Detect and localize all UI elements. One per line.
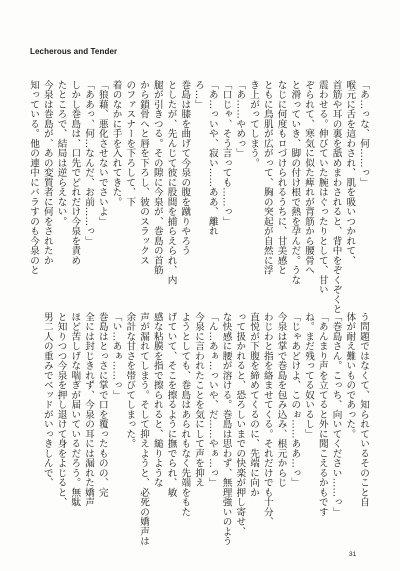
text-line: 知っている。他の連中にバラすのも今泉のと bbox=[28, 80, 39, 275]
text-line: ともに鳥肌が広がって、胸の突起が自然に浮 bbox=[261, 80, 273, 275]
text-line: って扱かれると、恐ろしいまでの快楽が押し寄せ、 bbox=[234, 312, 246, 537]
text-line: き上がってしまう。 bbox=[248, 80, 259, 168]
text-line: 「あ……やめっ」 bbox=[234, 80, 246, 158]
text-line: ぞられて、寒気に似た痺れが背筋から腰骨へ bbox=[303, 80, 314, 275]
text-line: 喉元に舌を這わされ、肌を吸いつかれて、 bbox=[344, 80, 356, 266]
text-line: 体が耐え難いものであった。 bbox=[344, 312, 356, 439]
text-line: 感な粘膜を指で擦られると、縋りような bbox=[151, 312, 163, 488]
text-line: ようとしても、巻島はあられもなく先端をもた bbox=[179, 312, 191, 517]
text-line: のファスナーを下ろして、下 bbox=[124, 80, 136, 207]
text-line: ろ…」 bbox=[193, 80, 204, 110]
text-line: わじわと指を絡ませてくる。それだけでも十分、 bbox=[261, 312, 273, 527]
text-line: 今泉に言われたことを気にして声を抑え bbox=[193, 312, 204, 488]
text-line: 男二人の重みでベッドがいっきしんで、 bbox=[41, 312, 53, 488]
text-line: 「あ…っな、何……っ」 bbox=[358, 80, 369, 188]
text-line: 「い…あぁ……っ」 bbox=[110, 312, 122, 400]
text-line: と滑っていき、脚の付け根で熱を孕んだ。うな bbox=[289, 80, 301, 285]
text-line: な快感に腰が溶ける。巻島は思わず、無理強いのよう bbox=[220, 312, 232, 546]
text-line: 巻島は膝を曲げて今泉の腹を蹴りやろう bbox=[179, 80, 191, 256]
text-line: から鎖骨へと唇を下ろし、彼のスラックス bbox=[138, 80, 149, 266]
page-number: 31 bbox=[349, 551, 357, 558]
text-line: と知りつつ今泉を押し退けて身をよじると、 bbox=[55, 312, 67, 507]
text-line: たところで、結局は逆らえない。 bbox=[55, 80, 67, 227]
text-line: げていて、そこを擦るように撫でられ、敏 bbox=[165, 312, 177, 498]
text-line: 首筋や耳の裏を舐めまわされると、背中をぞくぞくと bbox=[330, 80, 342, 314]
text-block-bottom bbox=[31, 312, 370, 546]
text-line: としたが、先んじて彼に股間を捕らえられ、内 bbox=[165, 80, 177, 285]
text-line: 全には封じきれず、今泉の耳には漏れた嬌声 bbox=[83, 312, 94, 507]
text-line: 「口じゃ、そう言っても……っ」 bbox=[220, 80, 232, 227]
text-line: 「じゃあどけよ、このぉ……ああ…っ」 bbox=[289, 312, 301, 488]
text-line: 余計な甘さを帯びてしまった。 bbox=[124, 312, 136, 449]
text-line: 声が漏れてしまう。そして抑えようと、必死の嬌声は bbox=[138, 312, 149, 546]
text-line: 震わせる。伸びていた腕はぐったりとして、甘い bbox=[316, 80, 328, 295]
text-line: 「狼藉、悪化させないでさいよ」 bbox=[96, 80, 108, 227]
text-line: う問題ではなくて、知られているそのこと自 bbox=[358, 312, 369, 507]
text-line: 今泉は掌で巻島を包み込み、根元からじ bbox=[275, 312, 287, 488]
text-line: 「ん…あぁ…っいや、だ……やぁ…っ」 bbox=[206, 312, 218, 488]
text-line: 直悦が下腹を締めてくるのに、先端に向か bbox=[248, 312, 259, 498]
text-line: 腿が引きつる。その隙に今泉が、巻島の首筋 bbox=[151, 80, 163, 275]
text-line: なじに何度もロづけられるうちに、甘美感と bbox=[275, 80, 287, 275]
running-header: Lecherous and Tender bbox=[30, 47, 118, 56]
text-line: 巻島はとっさに掌で口を覆ったものの、完 bbox=[96, 312, 108, 498]
text-line: 着のなかに手を入れてきた。 bbox=[110, 80, 122, 207]
text-line: 「あんまり声を立てると外に聞こえるかもです bbox=[316, 312, 328, 517]
text-line: ほど苦しげな喘ぎが届いているだろう。無駄 bbox=[69, 312, 81, 507]
text-line: しかし巻島は、口先でどれだけ今泉を責め bbox=[69, 80, 81, 266]
text-line: ね。まだ残ってる奴いるし」 bbox=[303, 312, 314, 439]
text-line: 「ああっ、何…なんだ、お前……っ」 bbox=[83, 80, 94, 246]
text-block-top bbox=[28, 80, 370, 314]
text-line: 今泉は巻島が、あの変質者に何をされたか bbox=[41, 80, 53, 266]
text-line: 「巻島さん。こっち、向いてください……っ」 bbox=[330, 312, 342, 517]
text-line: 「あ…っいや、寂い……ああ、離れ bbox=[206, 80, 218, 236]
